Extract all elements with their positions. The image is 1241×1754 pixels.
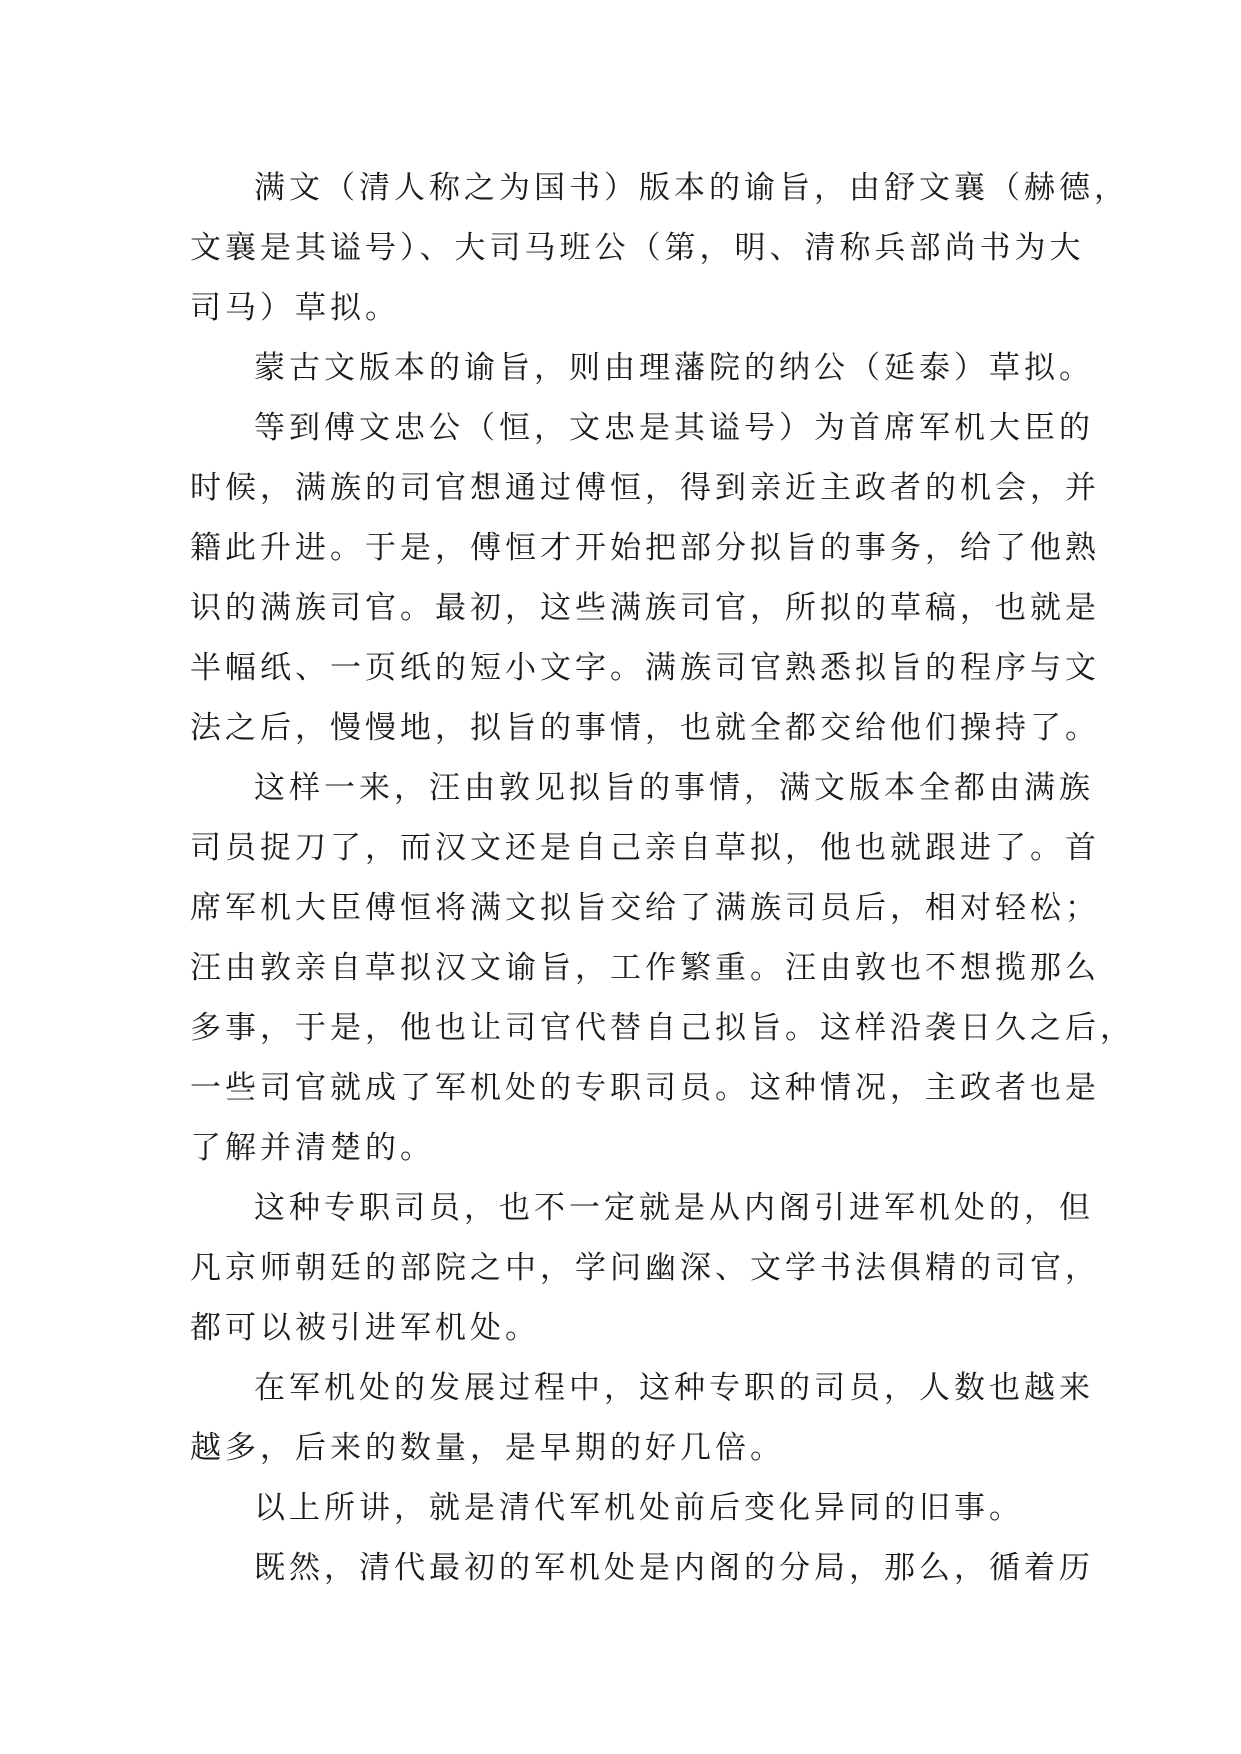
text-line: 司员捉刀了，而汉文还是自己亲自草拟，他也就跟进了。首 [190,830,1100,866]
text-line: 既然，清代最初的军机处是内阁的分局，那么，循着历 [254,1550,1094,1586]
text-line: 以上所讲，就是清代军机处前后变化异同的旧事。 [254,1490,1024,1526]
text-line: 在军机处的发展过程中，这种专职的司员，人数也越来 [254,1370,1094,1406]
text-line: 汪由敦亲自草拟汉文谕旨，工作繁重。汪由敦也不想揽那么 [190,950,1100,986]
text-line: 多事，于是，他也让司官代替自己拟旨。这样沿袭日久之后， [190,1010,1135,1046]
text-line: 时候，满族的司官想通过傅恒，得到亲近主政者的机会，并 [190,470,1100,506]
text-line: 这样一来，汪由敦见拟旨的事情，满文版本全都由满族 [254,770,1094,806]
text-line: 文襄是其谥号）、大司马班公（第，明、清称兵部尚书为大 [190,230,1085,266]
text-line: 席军机大臣傅恒将满文拟旨交给了满族司员后，相对轻松； [190,890,1100,926]
text-line: 了解并清楚的。 [190,1130,435,1166]
text-line: 凡京师朝廷的部院之中，学问幽深、文学书法俱精的司官， [190,1250,1100,1286]
text-line: 都可以被引进军机处。 [190,1310,540,1346]
text-line: 半幅纸、一页纸的短小文字。满族司官熟悉拟旨的程序与文 [190,650,1100,686]
text-line: 越多，后来的数量，是早期的好几倍。 [190,1430,785,1466]
text-line: 识的满族司官。最初，这些满族司官，所拟的草稿，也就是 [190,590,1100,626]
text-line: 等到傅文忠公（恒，文忠是其谥号）为首席军机大臣的 [254,410,1094,446]
text-line: 满文（清人称之为国书）版本的谕旨，由舒文襄（赫德， [254,170,1129,206]
document-body [190,158,1135,1598]
text-line: 这种专职司员，也不一定就是从内阁引进军机处的，但 [254,1190,1094,1226]
text-line: 蒙古文版本的谕旨，则由理藩院的纳公（延泰）草拟。 [254,350,1094,386]
text-line: 一些司官就成了军机处的专职司员。这种情况，主政者也是 [190,1070,1100,1106]
text-line: 籍此升进。于是，傅恒才开始把部分拟旨的事务，给了他熟 [190,530,1100,566]
text-line: 司马）草拟。 [190,290,400,326]
text-line: 法之后，慢慢地，拟旨的事情，也就全都交给他们操持了。 [190,710,1100,746]
